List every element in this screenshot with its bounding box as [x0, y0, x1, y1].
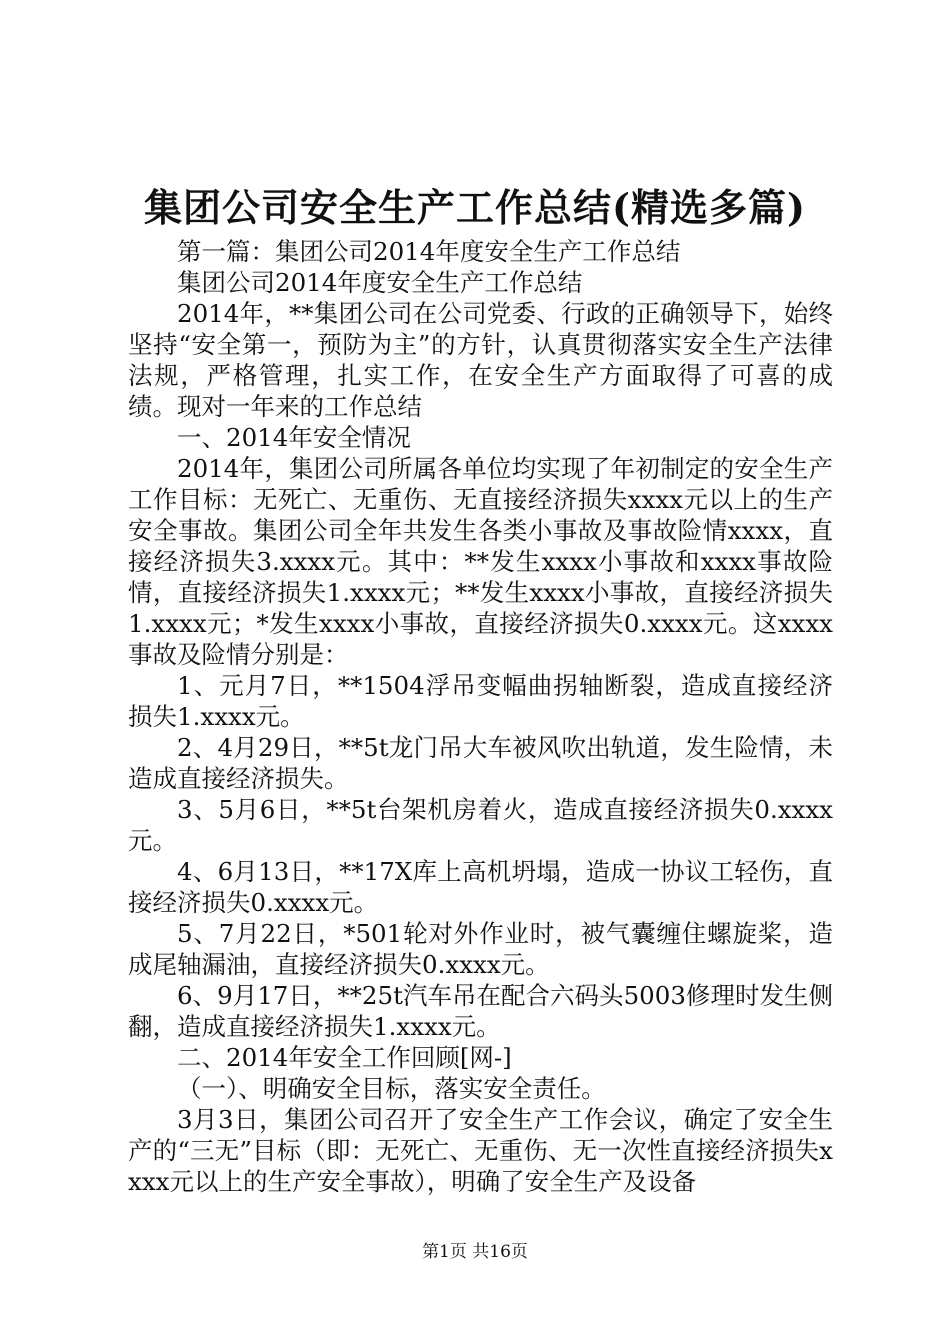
incident-item-4: 4、6月13日，**17X库上高机坍塌，造成一协议工轻伤，直接经济损失0.xxxx元。: [128, 857, 833, 917]
incident-item-5: 5、7月22日，*501轮对外作业时，被气囊缠住螺旋桨，造成尾轴漏油，直接经济损失0.xxxx元。: [128, 919, 833, 979]
paragraph-targets: 3月3日，集团公司召开了安全生产工作会议，确定了安全生产的“三无”目标（即：无死亡、无重伤、无一次性直接经济损失xxxx元以上的生产安全事故），明确了安全生产及设备: [128, 1105, 833, 1196]
page-footer: 第1页 共16页: [422, 1242, 528, 1262]
document-title: 集团公司安全生产工作总结(精选多篇): [144, 185, 806, 230]
paragraph-subtitle: 集团公司2014年度安全生产工作总结: [177, 268, 583, 297]
subsection-heading-targets: （一）、明确安全目标，落实安全责任。: [177, 1074, 606, 1103]
document-body: [128, 236, 833, 1197]
incident-item-2: 2、4月29日，**5t龙门吊大车被风吹出轨道，发生险情，未造成直接经济损失。: [128, 733, 833, 793]
incident-item-6: 6、9月17日，**25t汽车吊在配合六码头5003修理时发生侧翻，造成直接经济损失1.xxxx元。: [128, 981, 833, 1041]
paragraph-part-heading: 第一篇：集团公司2014年度安全生产工作总结: [177, 237, 681, 266]
section-heading-safety-status: 一、2014年安全情况: [177, 423, 411, 452]
paragraph-intro: 2014年，**集团公司在公司党委、行政的正确领导下，始终坚持“安全第一，预防为主”的方针，认真贯彻落实安全生产法律法规，严格管理，扎实工作，在安全生产方面取得了可喜的成绩。现对一年来的工作总结: [128, 299, 833, 421]
paragraph-safety-status: 2014年，集团公司所属各单位均实现了年初制定的安全生产工作目标：无死亡、无重伤、无直接经济损失xxxx元以上的生产安全事故。集团公司全年共发生各类小事故及事故险情xxxx，直接经济损失3.xxxx元。其中：**发生xxxx小事故和xxxx事故险情，直接经济损失1.xxxx元；**发生xxxx小事故，直接经济损失1.xxxx元；*发生xxxx小事故，直接经济损失0.xxxx元。这xxxx事故及险情分别是：: [128, 454, 833, 669]
section-heading-work-review: 二、2014年安全工作回顾[网-]: [177, 1043, 512, 1072]
incident-item-1: 1、元月7日，**1504浮吊变幅曲拐轴断裂，造成直接经济损失1.xxxx元。: [128, 671, 833, 731]
incident-item-3: 3、5月6日，**5t台架机房着火，造成直接经济损失0.xxxx元。: [128, 795, 833, 855]
